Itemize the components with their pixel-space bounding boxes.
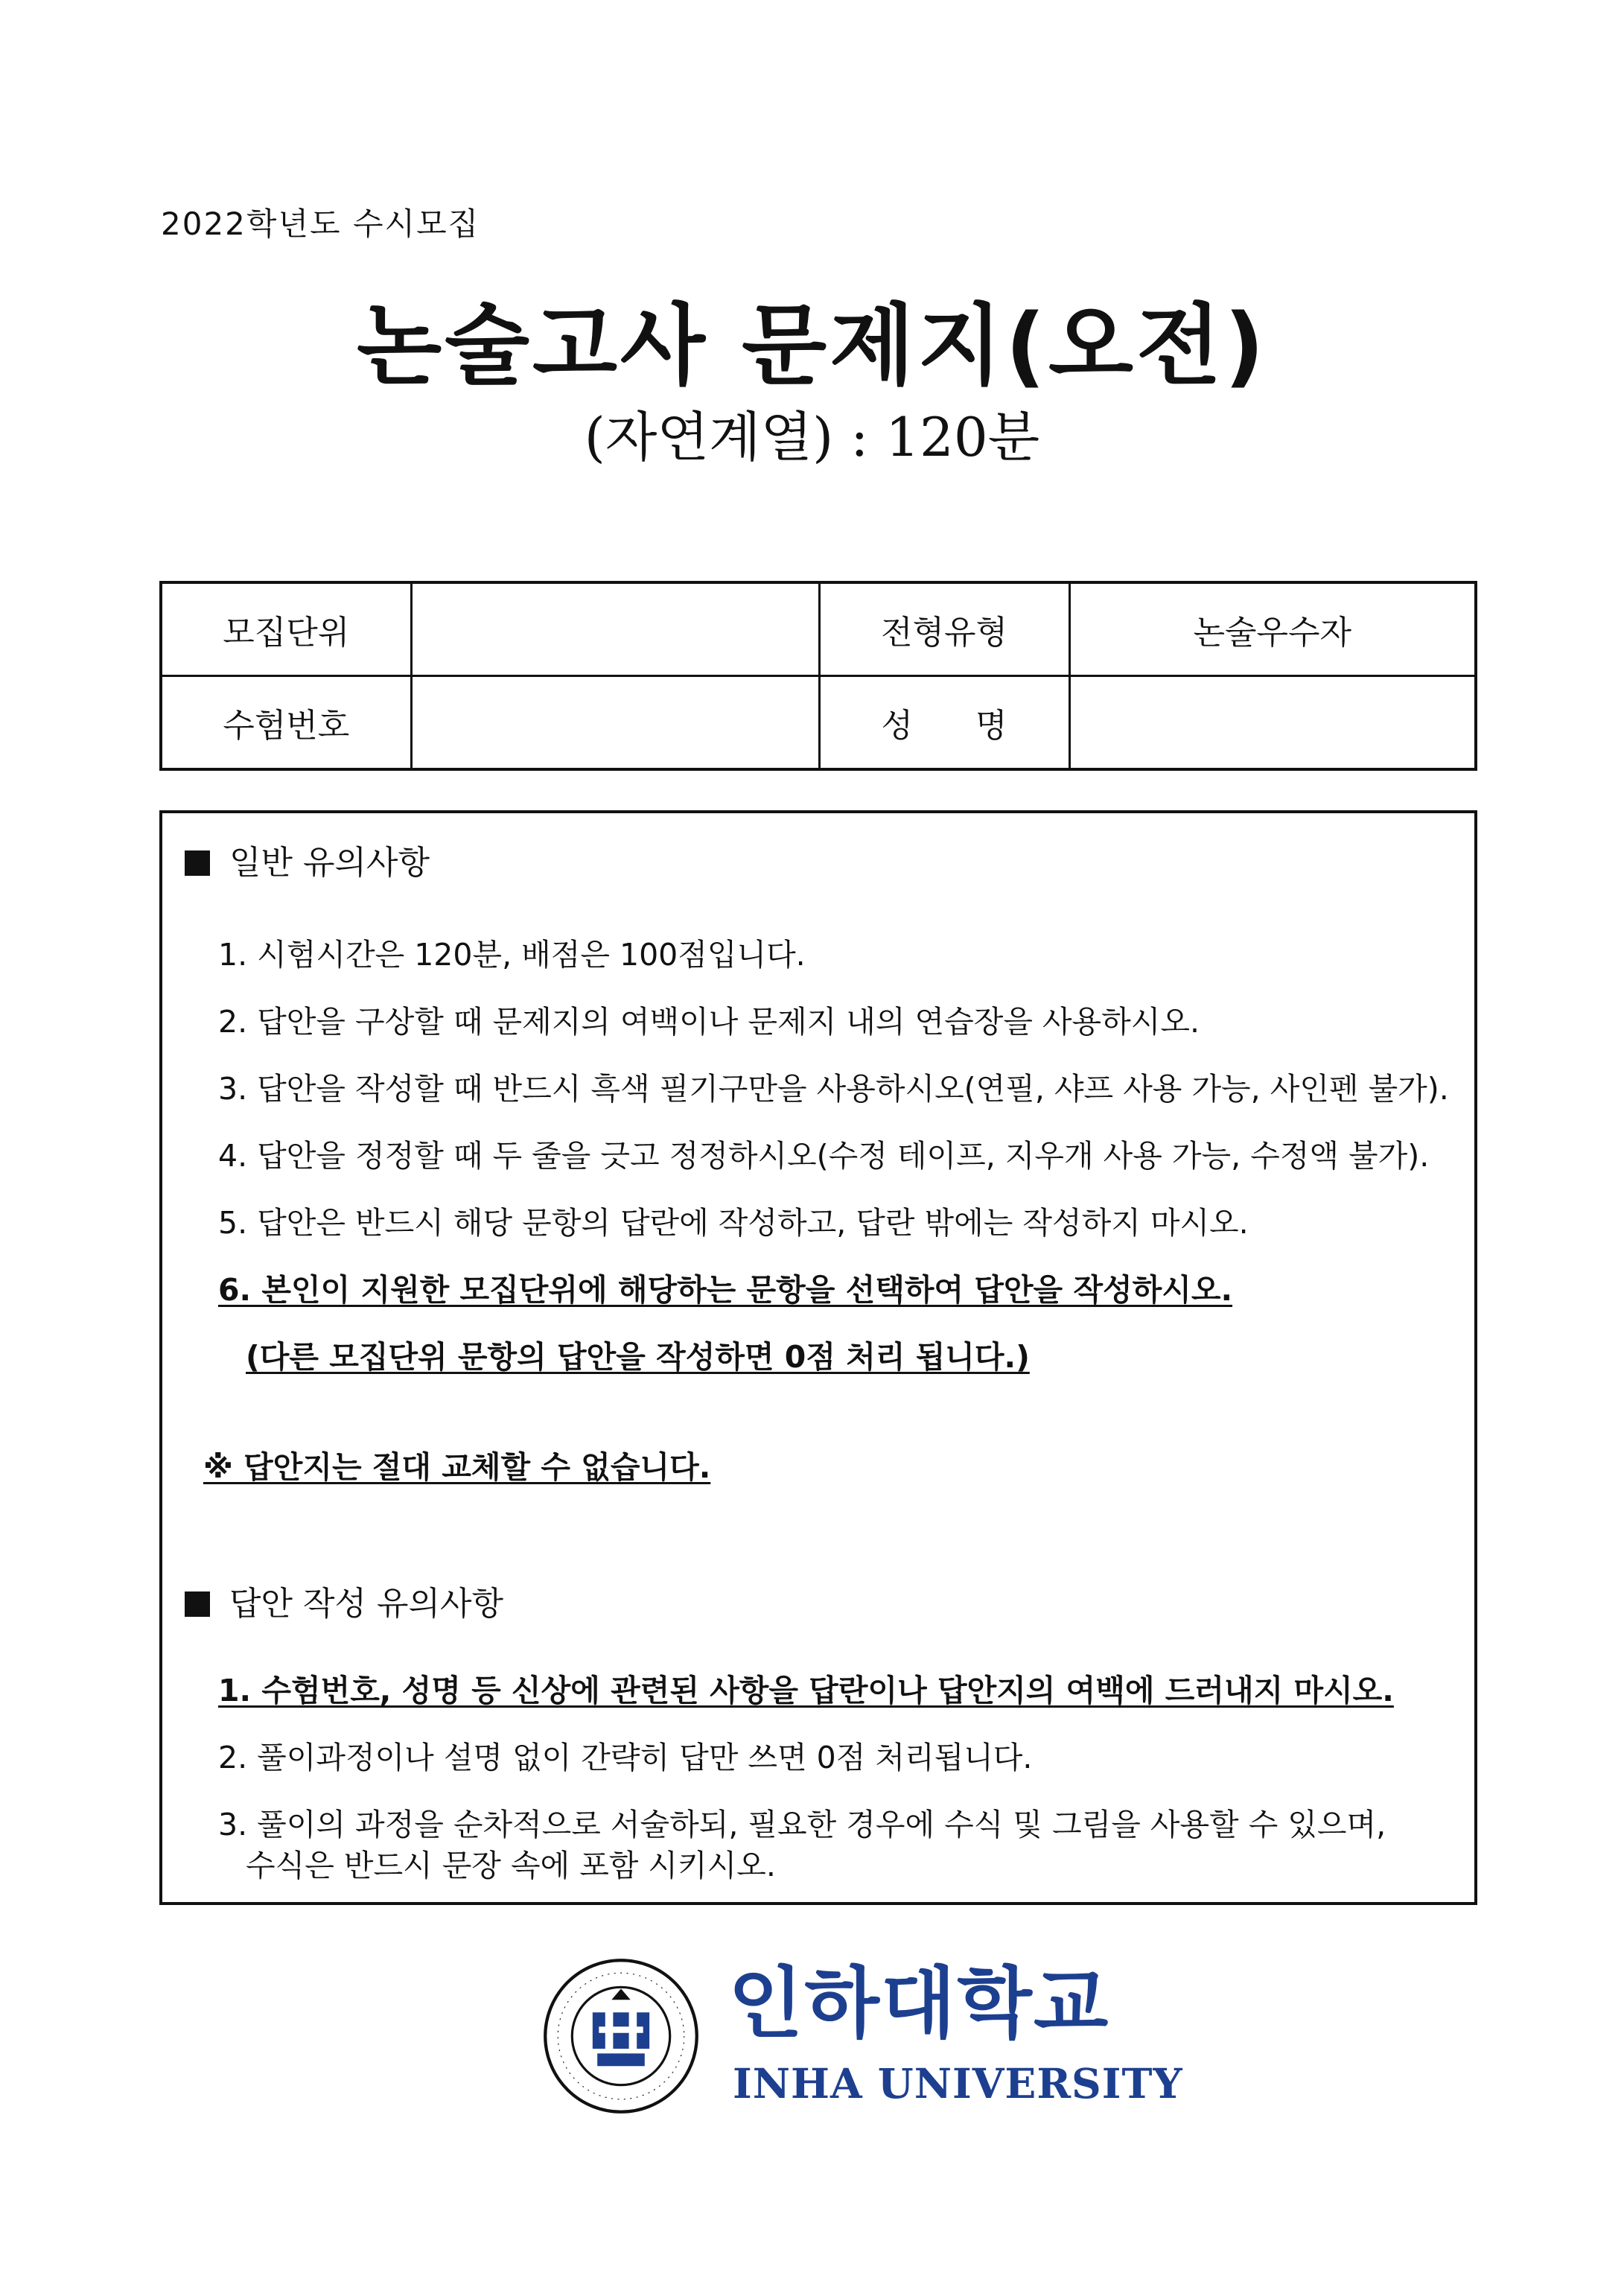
general-notes-heading	[185, 836, 430, 883]
info-row-2	[161, 676, 1476, 770]
general-note-4: 4. 답안을 정정할 때 두 줄을 긋고 정정하시오(수정 테이프, 지우개 사용 가능, 수정액 불가).	[218, 1138, 1430, 1174]
answer-notes-title: 답안 작성 유의사항	[229, 1585, 504, 1623]
university-seal-icon	[542, 1957, 700, 2115]
general-note-3: 3. 답안을 작성할 때 반드시 흑색 필기구만을 사용하시오(연필, 샤프 사용 가능, 사인펜 불가).	[218, 1071, 1449, 1107]
general-notes-title: 일반 유의사항	[229, 844, 430, 882]
answer-sheet-warning: ※ 답안지는 절대 교체할 수 없습니다.	[203, 1449, 711, 1485]
notice-box	[159, 810, 1477, 1905]
name-field[interactable]	[1069, 676, 1476, 770]
name-label: 성 명	[819, 676, 1069, 770]
type-value: 논술우수자	[1069, 582, 1476, 676]
year-line: 2022학년도 수시모집	[161, 206, 480, 242]
university-name-english: INHA UNIVERSITY	[733, 2059, 1183, 2108]
answer-note-3: 3. 풀이의 과정을 순차적으로 서술하되, 필요한 경우에 수식 및 그림을 사용할 수 있으며,	[218, 1807, 1386, 1842]
info-table	[159, 581, 1477, 771]
answer-note-2: 2. 풀이과정이나 설명 없이 간략히 답만 쓰면 0점 처리됩니다.	[218, 1740, 1033, 1775]
unit-label: 모집단위	[161, 582, 411, 676]
unit-value-field[interactable]	[411, 582, 819, 676]
square-bullet-icon	[185, 1591, 210, 1617]
answer-note-1: 1. 수험번호, 성명 등 신상에 관련된 사항을 답란이나 답안지의 여백에 드러내지 마시오.	[218, 1673, 1394, 1708]
page-title: 논술고사 문제지(오전)	[357, 294, 1267, 397]
general-note-6-detail: (다른 모집단위 문항의 답안을 작성하면 0점 처리 됩니다.)	[246, 1339, 1030, 1375]
type-label: 전형유형	[819, 582, 1069, 676]
general-note-1: 1. 시험시간은 120분, 배점은 100점입니다.	[218, 937, 806, 973]
square-bullet-icon	[185, 850, 210, 876]
university-name-korean: 인하대학교	[728, 1958, 1110, 2049]
exam-number-label: 수험번호	[161, 676, 411, 770]
answer-note-3-continued: 수식은 반드시 문장 속에 포함 시키시오.	[246, 1848, 776, 1883]
exam-number-field[interactable]	[411, 676, 819, 770]
page-subtitle: (자연계열) : 120분	[584, 406, 1040, 468]
info-row-1	[161, 582, 1476, 676]
answer-notes-heading	[185, 1577, 503, 1624]
general-note-2: 2. 답안을 구상할 때 문제지의 여백이나 문제지 내의 연습장을 사용하시오.	[218, 1004, 1200, 1040]
general-note-6: 6. 본인이 지원한 모집단위에 해당하는 문항을 선택하여 답안을 작성하시오.	[218, 1272, 1233, 1308]
general-note-5: 5. 답안은 반드시 해당 문항의 답란에 작성하고, 답란 밖에는 작성하지 마시오.	[218, 1205, 1249, 1241]
university-logo	[542, 1957, 1183, 2121]
